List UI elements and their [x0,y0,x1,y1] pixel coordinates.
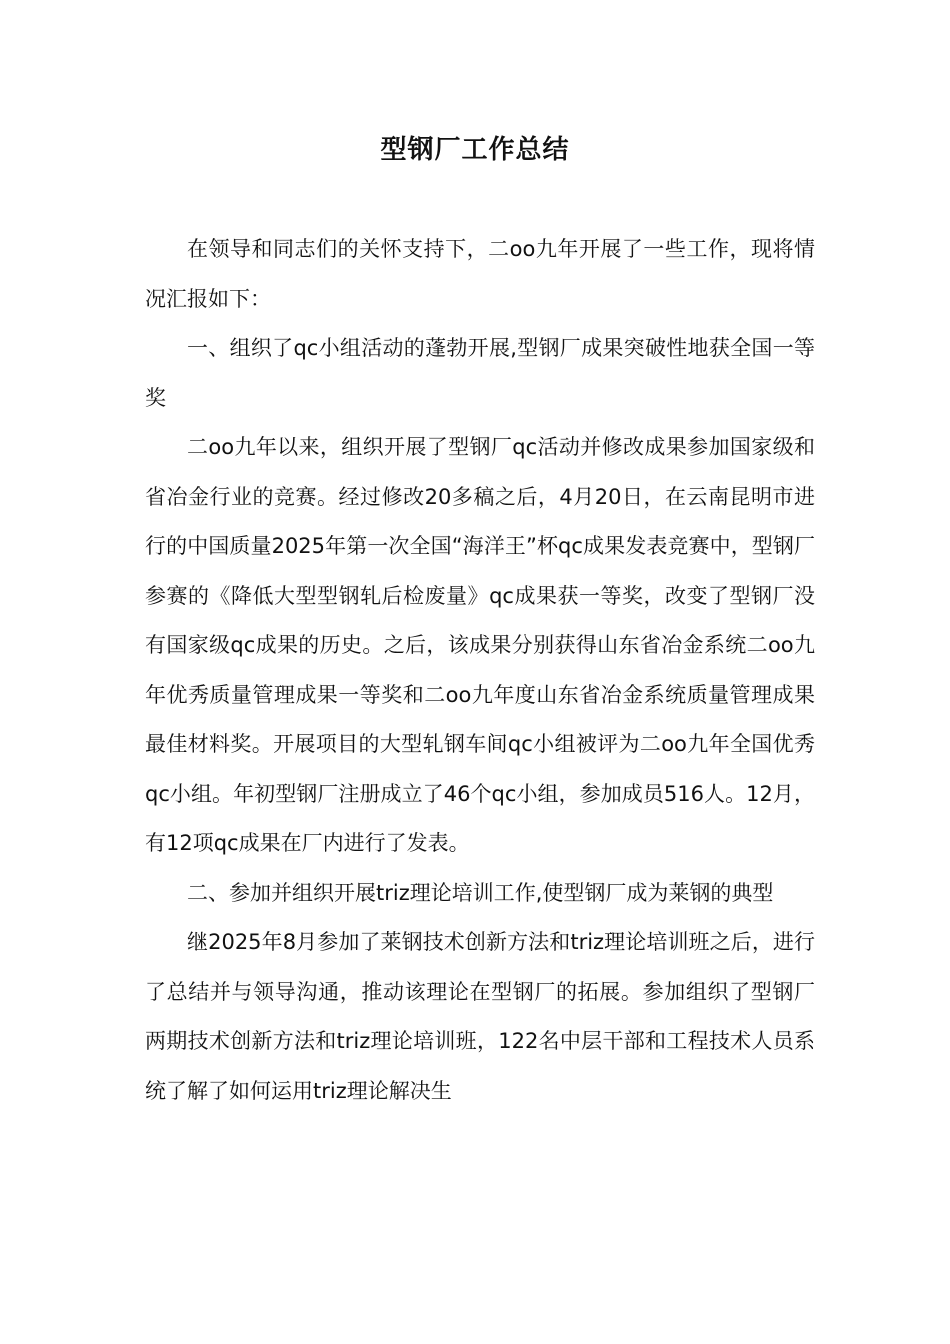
section-heading-triz: 二、参加并组织开展triz理论培训工作,使型钢厂成为莱钢的典型 [187,880,774,905]
paragraph-triz-training: 继2025年8月参加了莱钢技术创新方法和triz理论培训班之后，进行了总结并与领导沟通，推动该理论在型钢厂的拓展。参加组织了型钢厂两期技术创新方法和triz理论培训班，122名中层干部和工程技术人员系统了解了如何运用triz理论解决生 [145,930,815,1103]
section-heading-qc: 一、组织了qc小组活动的蓬勃开展,型钢厂成果突破性地获全国一等奖 [145,336,815,410]
paragraph-intro: 在领导和同志们的关怀支持下，二oo九年开展了一些工作，现将情况汇报如下： [145,237,815,311]
document-body [145,225,815,1116]
paragraph-qc-activities: 二oo九年以来，组织开展了型钢厂qc活动并修改成果参加国家级和省冶金行业的竞赛。经过修改20多稿之后，4月20日，在云南昆明市进行的中国质量2025年第一次全国“海洋王”杯qc成果发表竞赛中，型钢厂参赛的《降低大型型钢轧后检废量》qc成果获一等奖，改变了型钢厂没有国家级qc成果的历史。之后，该成果分别获得山东省冶金系统二oo九年优秀质量管理成果一等奖和二oo九年度山东省冶金系统质量管理成果最佳材料奖。开展项目的大型轧钢车间qc小组被评为二oo九年全国优秀qc小组。年初型钢厂注册成立了46个qc小组，参加成员516人。12月，有12项qc成果在厂内进行了发表。 [145,435,815,855]
document-title: 型钢厂工作总结 [380,135,570,165]
